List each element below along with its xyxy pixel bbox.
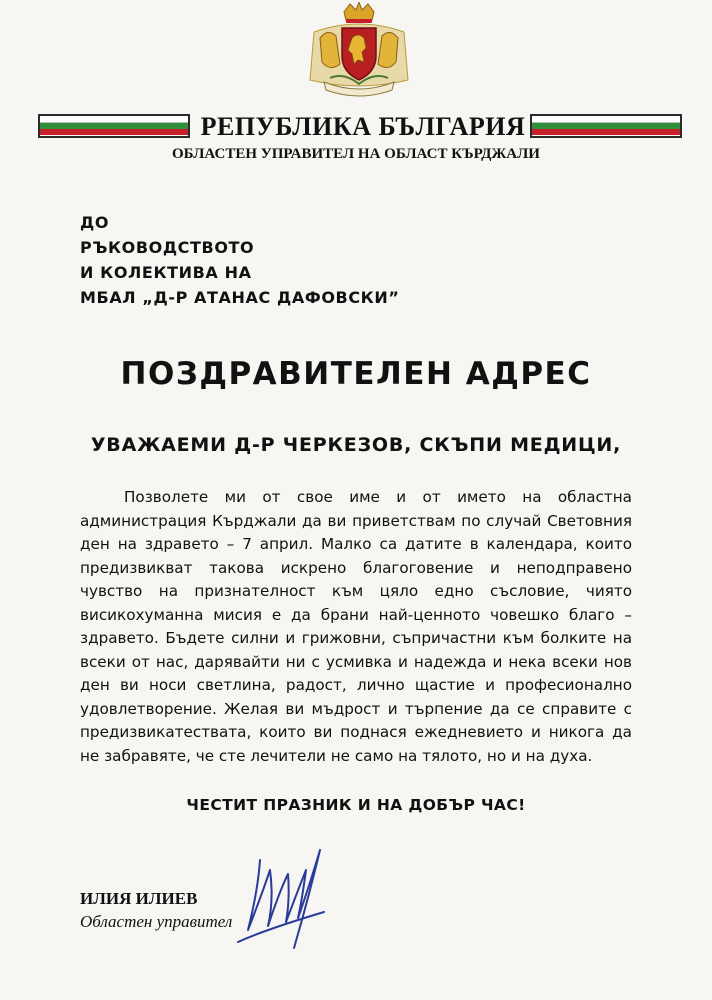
signer-name: ИЛИЯ ИЛИЕВ xyxy=(80,889,198,908)
letter-body: Позволете ми от свое име и от името на областна администрация Кърджали да ви приветствам по случай Световния ден на здравето – 7 април. Малко са датите в календара, които предизвикват такова искрено благоговение и неподправено чувство на признателност към цяло едно съсловие, чиято висикохуманна мисия е да брани най-ценното човешко благо – здравето. Бъдете силни и грижовни, съпричастни към болките на всеки от нас, дарявайти ни с усмивка и надежда и нека всеки нов ден ви носи светлина, радост, лично щастие и професионално удовлетворение. Желая ви мъдрост и търпение да се справите с предизвикатествата, които ви поднася ежедневието и никога да не забравяте, че сте лечители не само на тялото, но и на духа. xyxy=(80,488,632,765)
recipient-line: ДО xyxy=(80,213,110,232)
salutation: УВАЖАЕМИ Д-Р ЧЕРКЕЗОВ, СКЪПИ МЕДИЦИ, xyxy=(90,434,622,456)
office-heading: ОБЛАСТЕН УПРАВИТЕЛ НА ОБЛАСТ КЪРДЖАЛИ xyxy=(172,146,540,162)
handwritten-signature-icon xyxy=(228,830,338,960)
signer-title: Областен управител xyxy=(80,912,233,931)
closing-greeting: ЧЕСТИТ ПРАЗНИК И НА ДОБЪР ЧАС! xyxy=(186,796,526,814)
recipient-block xyxy=(80,210,399,310)
country-heading: РЕПУБЛИКА БЪЛГАРИЯ xyxy=(200,112,526,141)
flag-stripe-left xyxy=(38,114,190,138)
document-title: ПОЗДРАВИТЕЛЕН АДРЕС xyxy=(120,356,592,392)
flag-stripe-right xyxy=(530,114,682,138)
recipient-line: И КОЛЕКТИВА НА xyxy=(80,263,252,282)
recipient-line: РЪКОВОДСТВОТО xyxy=(80,238,255,257)
recipient-line: МБАЛ „Д-Р АТАНАС ДАФОВСКИ” xyxy=(80,288,400,307)
coat-of-arms-icon xyxy=(300,2,418,102)
